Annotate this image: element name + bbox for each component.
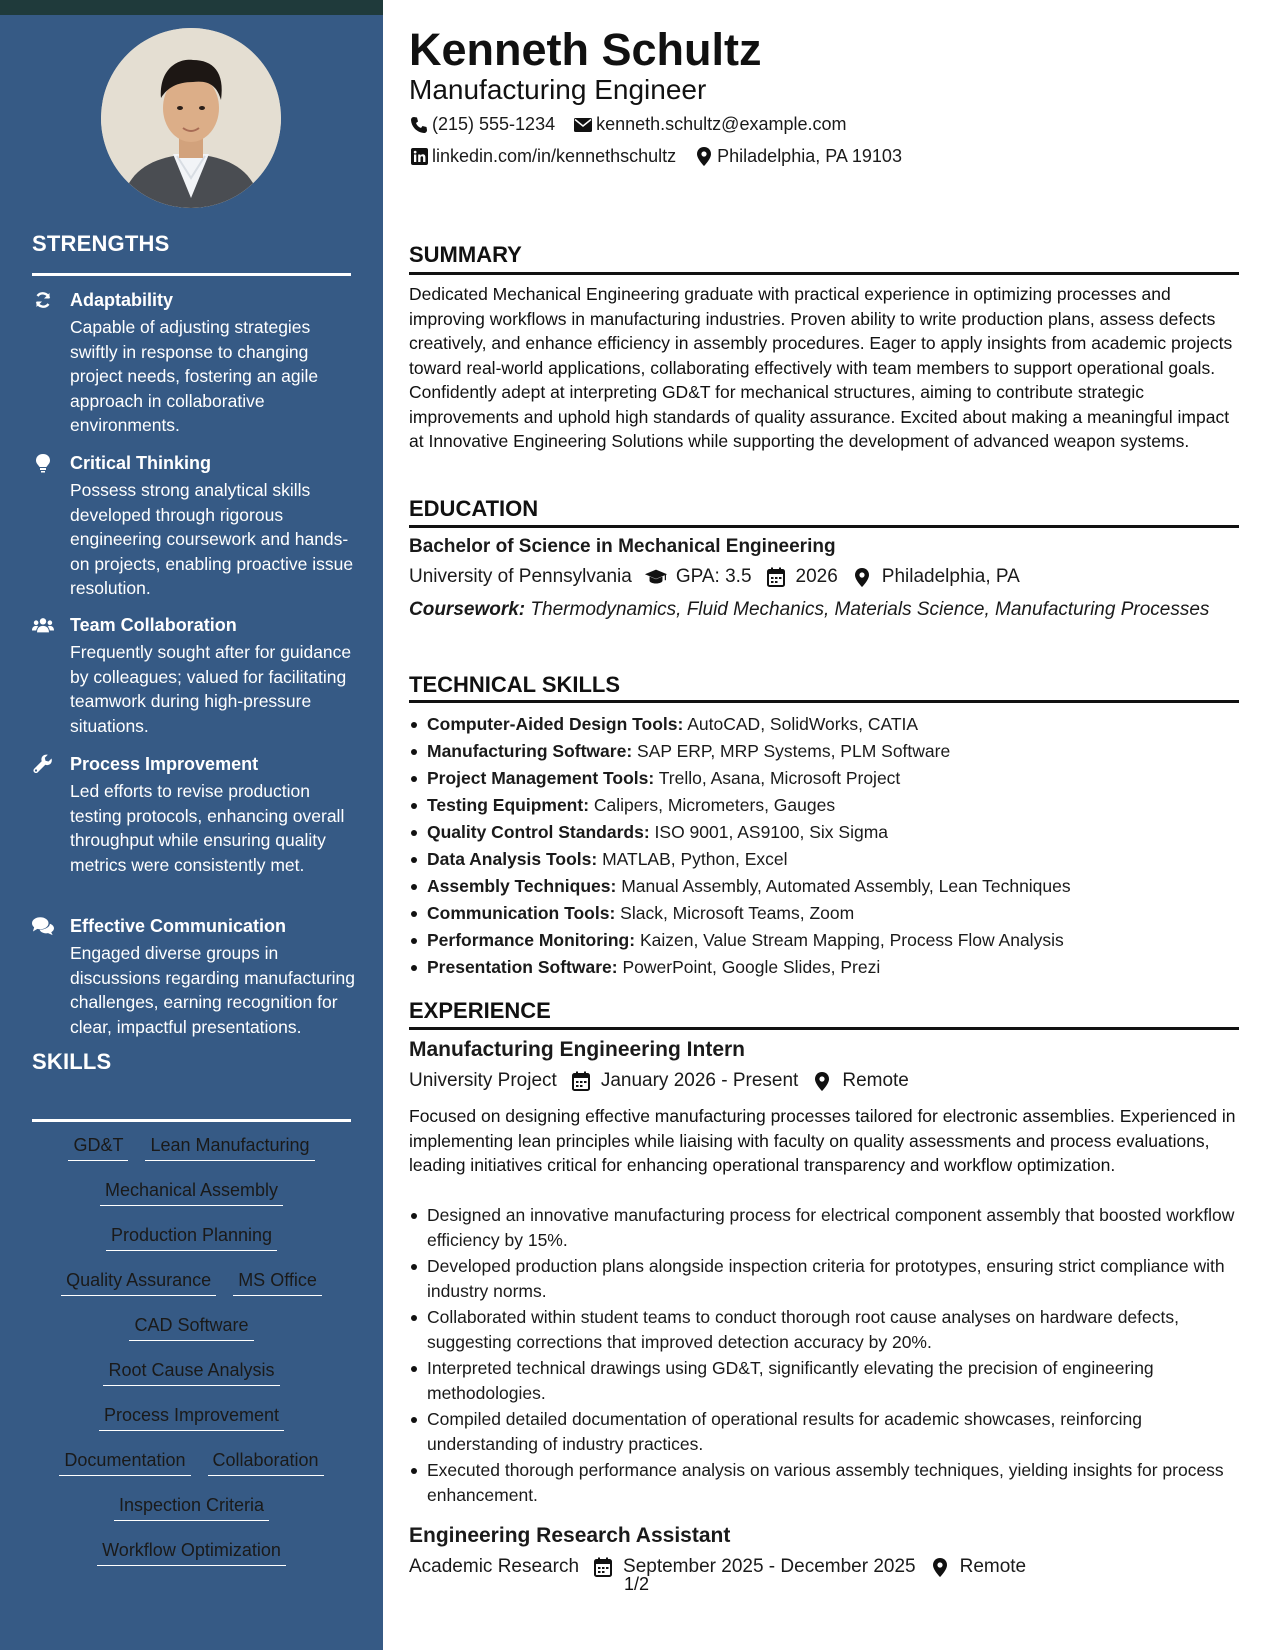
strength-description: Led efforts to revise production testing protocols, enhancing overall throughput while ensuring quality metrics were consistently met. (70, 781, 345, 875)
skill-tag: Production Planning (106, 1223, 277, 1251)
skill-tag: Mechanical Assembly (100, 1178, 283, 1206)
strength-description: Possess strong analytical skills developed through rigorous engineering coursework and hands-on projects, enabling proactive issue resolution. (70, 480, 354, 598)
strengths-title: STRENGTHS (32, 231, 170, 256)
skills-divider (32, 1119, 351, 1122)
technical-skills-divider (409, 700, 1239, 703)
graduation-year: 2026 (795, 566, 838, 587)
skill-values: Kaizen, Value Stream Mapping, Process Flow Analysis (639, 930, 1064, 950)
job-organization: University Project (409, 1070, 557, 1091)
skills-row (32, 1403, 351, 1448)
list-item (409, 873, 1239, 900)
skill-category: Performance Monitoring: (427, 930, 636, 950)
job-summary: Focused on designing effective manufacturing processes tailored for electronic assemblies. Experienced in implementing lean principles while liaising with faculty on quality assessments and process evaluations, leading initiatives critical for enhancing operational transparency and workflow optimization. (409, 1106, 1236, 1175)
lightbulb-icon (32, 452, 54, 474)
profile-photo (101, 28, 281, 208)
school-location: Philadelphia, PA (881, 566, 1020, 587)
linkedin-icon (409, 147, 429, 167)
strength-title: Critical Thinking (70, 453, 212, 473)
skill-tag: GD&T (68, 1133, 128, 1161)
email-address[interactable]: kenneth.schultz@example.com (596, 114, 847, 134)
skill-values: Calipers, Micrometers, Gauges (593, 795, 836, 815)
calendar-icon (591, 1556, 615, 1578)
graduation-cap-icon (644, 566, 668, 588)
list-item (409, 711, 1239, 738)
list-item (409, 846, 1239, 873)
gpa: GPA: 3.5 (675, 566, 752, 587)
skill-values: AutoCAD, SolidWorks, CATIA (687, 714, 919, 734)
job-location: Remote (842, 1070, 909, 1091)
skills-row (32, 1313, 351, 1358)
technical-skills-title: TECHNICAL SKILLS (409, 672, 621, 697)
strength-title: Process Improvement (70, 754, 259, 774)
skill-category: Computer-Aided Design Tools: (427, 714, 684, 734)
education-meta (409, 566, 1020, 588)
strength-description: Engaged diverse groups in discussions regarding manufacturing challenges, earning recognition for clear, impactful presentations. (70, 943, 356, 1037)
skill-values: MATLAB, Python, Excel (602, 849, 788, 869)
list-item: Executed thorough performance analysis on various assembly techniques, yielding insights for process enhancement. (409, 1458, 1239, 1507)
school-name: University of Pennsylvania (409, 566, 632, 587)
map-pin-icon (810, 1070, 834, 1092)
location: Philadelphia, PA 19103 (717, 146, 902, 166)
education-divider (409, 525, 1239, 528)
skills-row (32, 1448, 351, 1493)
job-meta (409, 1070, 909, 1092)
strength-title: Team Collaboration (70, 615, 237, 635)
summary-title: SUMMARY (409, 242, 522, 267)
skill-category: Project Management Tools: (427, 768, 655, 788)
skill-tag: Inspection Criteria (114, 1493, 269, 1521)
skill-values: Slack, Microsoft Teams, Zoom (620, 903, 855, 923)
strength-title: Effective Communication (70, 916, 287, 936)
list-item (409, 900, 1239, 927)
linkedin-url[interactable]: linkedin.com/in/kennethschultz (432, 146, 677, 166)
page-number: 1/2 (624, 1574, 650, 1594)
calendar-icon (569, 1070, 593, 1092)
skill-values: PowerPoint, Google Slides, Prezi (622, 957, 881, 977)
degree: Bachelor of Science in Mechanical Engineering (409, 536, 836, 557)
skill-category: Assembly Techniques: (427, 876, 617, 896)
job-location: Remote (959, 1556, 1027, 1577)
strengths-divider (32, 273, 351, 276)
job-bullets (409, 1203, 1239, 1509)
job-title: Engineering Research Assistant (409, 1524, 731, 1547)
skill-tag: CAD Software (129, 1313, 253, 1341)
skill-category: Testing Equipment: (427, 795, 590, 815)
list-item (409, 738, 1239, 765)
comments-icon (32, 915, 54, 937)
candidate-name: Kenneth Schultz (409, 24, 762, 75)
summary-divider (409, 272, 1239, 275)
job-dates: January 2026 - Present (600, 1070, 799, 1091)
strength-description: Frequently sought after for guidance by colleagues; valued for facilitating teamwork during high-pressure situations. (70, 642, 352, 736)
skill-values: ISO 9001, AS9100, Six Sigma (654, 822, 889, 842)
list-item (409, 792, 1239, 819)
experience-divider (409, 1027, 1239, 1030)
skill-category: Presentation Software: (427, 957, 618, 977)
skill-tag: Collaboration (208, 1448, 324, 1476)
technical-skills-list (409, 711, 1239, 981)
skill-tag: Quality Assurance (61, 1268, 216, 1296)
sidebar-top-band (0, 0, 383, 15)
skills-title: SKILLS (32, 1049, 112, 1074)
skills-row (32, 1223, 351, 1268)
skills-row (32, 1178, 351, 1223)
skill-tag: Root Cause Analysis (103, 1358, 279, 1386)
skill-values: SAP ERP, MRP Systems, PLM Software (637, 741, 951, 761)
skill-category: Data Analysis Tools: (427, 849, 598, 869)
envelope-icon (573, 115, 593, 135)
list-item (409, 927, 1239, 954)
skill-tag: Documentation (59, 1448, 190, 1476)
skill-tag: Workflow Optimization (97, 1538, 286, 1566)
skill-tag: MS Office (233, 1268, 322, 1296)
calendar-icon (764, 566, 788, 588)
job-organization: Academic Research (409, 1556, 580, 1577)
map-pin-icon (694, 147, 714, 167)
coursework-list: Thermodynamics, Fluid Mechanics, Materials Science, Manufacturing Processes (530, 599, 1210, 620)
job-dates: September 2025 - December 2025 (623, 1556, 916, 1577)
skill-category: Manufacturing Software: (427, 741, 633, 761)
map-pin-icon (928, 1556, 952, 1578)
coursework (409, 598, 1239, 623)
list-item: Compiled detailed documentation of operational results for academic showcases, reinforcing understanding of industry practices. (409, 1407, 1239, 1456)
phone-icon (409, 115, 429, 135)
skills-row (32, 1538, 351, 1583)
contact-line (409, 146, 920, 167)
list-item: Interpreted technical drawings using GD&T, significantly elevating the precision of engineering methodologies. (409, 1356, 1239, 1405)
skill-category: Communication Tools: (427, 903, 616, 923)
skills-tag-cloud (32, 1133, 351, 1583)
map-pin-icon (850, 566, 874, 588)
education-title: EDUCATION (409, 496, 539, 521)
contact-line (409, 114, 865, 135)
skills-row (32, 1493, 351, 1538)
job-title: Manufacturing Engineering Intern (409, 1038, 746, 1061)
skill-values: Trello, Asana, Microsoft Project (658, 768, 901, 788)
list-item: Designed an innovative manufacturing process for electrical component assembly that boosted workflow efficiency by 15%. (409, 1203, 1239, 1252)
job-meta (409, 1556, 1026, 1578)
strength-title: Adaptability (70, 290, 174, 310)
summary-text: Dedicated Mechanical Engineering graduate with practical experience in optimizing processes and improving workflows in manufacturing industries. Proven ability to write production plans, assess defects creatively, and enhance efficiency in assembly procedures. Eager to apply insights from academic projects toward real-world applications, collaborating effectively with team members to support operational goals. Confidently adept at interpreting GD&T for mechanical structures, aiming to contribute strategic improvements and uphold high standards of quality assurance. Excited about making a meaningful impact at Innovative Engineering Solutions while supporting the development of advanced weapon systems. (409, 284, 1233, 451)
skills-row (32, 1358, 351, 1403)
refresh-icon (32, 289, 54, 311)
coursework-label: Coursework: (409, 599, 526, 620)
list-item: Developed production plans alongside inspection criteria for prototypes, ensuring strict compliance with industry norms. (409, 1254, 1239, 1303)
skills-row (32, 1133, 351, 1178)
strength-description: Capable of adjusting strategies swiftly in response to changing project needs, fostering an agile approach in collaborative environments. (70, 317, 319, 435)
list-item (409, 765, 1239, 792)
job-title-headline: Manufacturing Engineer (409, 74, 707, 105)
list-item (409, 819, 1239, 846)
skill-category: Quality Control Standards: (427, 822, 650, 842)
wrench-icon (32, 753, 54, 775)
skill-values: Manual Assembly, Automated Assembly, Lean Techniques (621, 876, 1071, 896)
skill-tag: Lean Manufacturing (145, 1133, 314, 1161)
list-item (409, 954, 1239, 981)
experience-title: EXPERIENCE (409, 998, 551, 1023)
list-item: Collaborated within student teams to conduct thorough root cause analyses on hardware defects, suggesting corrections that improved detection accuracy by 20%. (409, 1305, 1239, 1354)
phone-number[interactable]: (215) 555-1234 (432, 114, 556, 134)
skills-row (32, 1268, 351, 1313)
users-icon (32, 614, 54, 636)
skill-tag: Process Improvement (99, 1403, 284, 1431)
